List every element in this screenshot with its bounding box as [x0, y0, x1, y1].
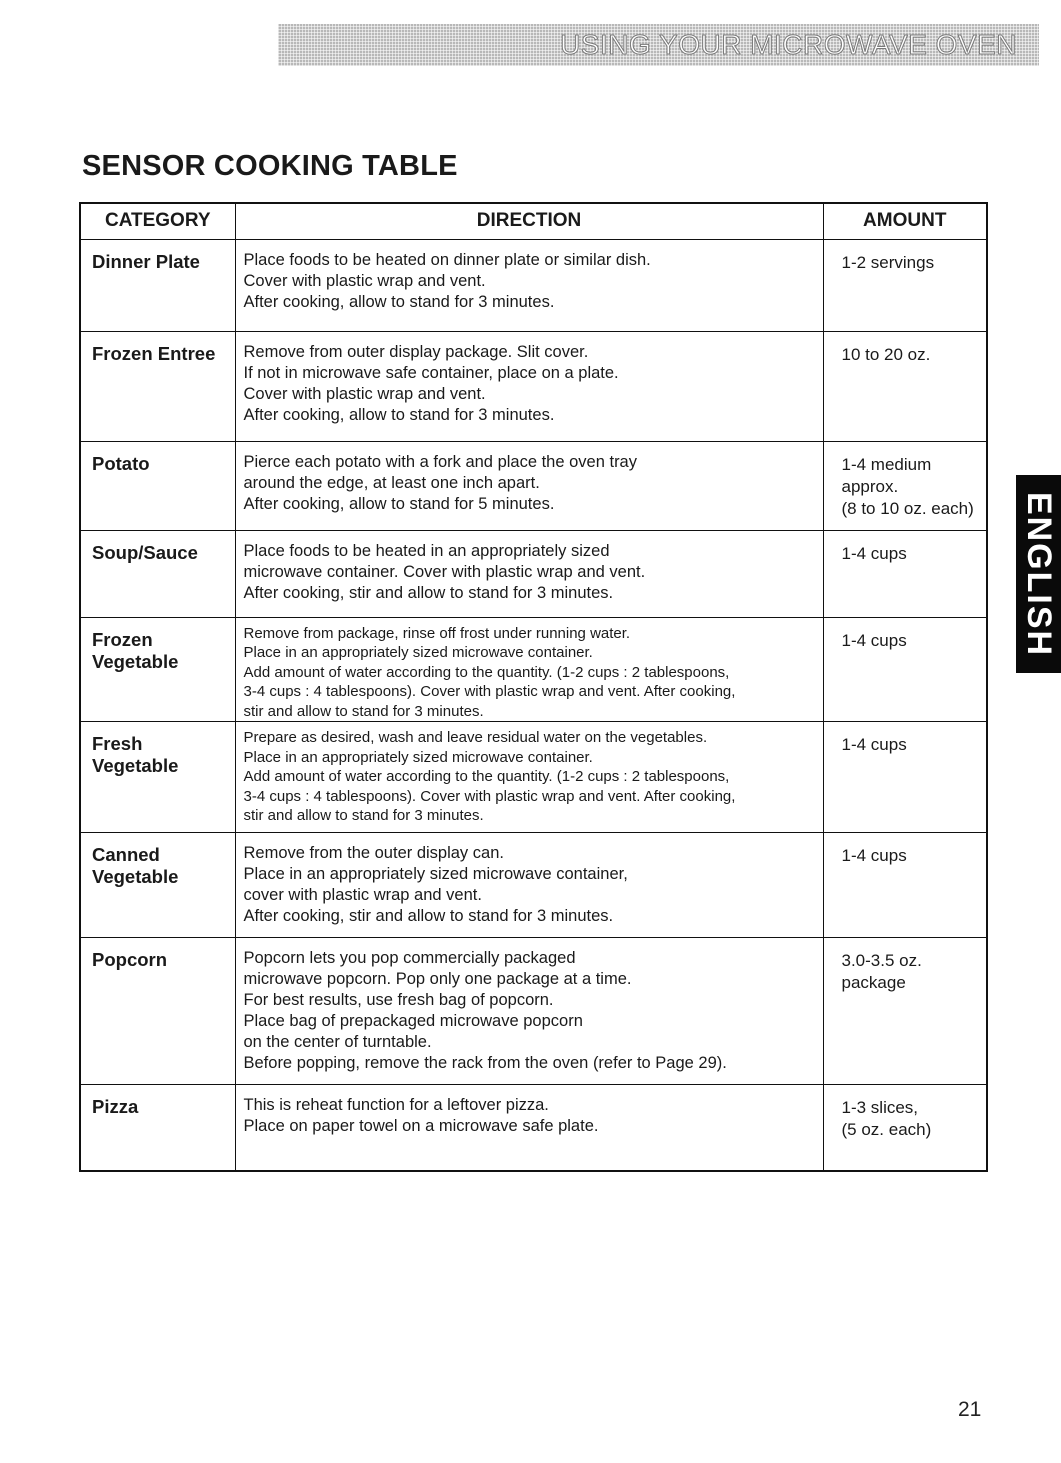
- amount-line: (8 to 10 oz. each): [841, 498, 974, 518]
- table-row: [80, 938, 987, 1085]
- direction-line: Add amount of water according to the quantity. (1-2 cups : 2 tablespoons,: [243, 768, 730, 785]
- direction-line: For best results, use fresh bag of popcorn.: [243, 991, 554, 1009]
- direction-cell: [235, 530, 823, 617]
- amount-line: 1-2 servings: [841, 252, 935, 272]
- direction-cell: [235, 722, 823, 833]
- category-cell: [80, 938, 235, 1085]
- category-line: Frozen Entree: [92, 342, 216, 364]
- direction-cell: [235, 617, 823, 722]
- category-line: Vegetable: [92, 650, 179, 672]
- amount-cell: [823, 833, 987, 938]
- amount-line: 1-4 medium: [841, 454, 932, 474]
- amount-line: 1-4 cups: [841, 846, 907, 865]
- amount-line: 10 to 20 oz.: [841, 344, 931, 364]
- category-line: Soup/Sauce: [92, 541, 198, 563]
- category-line: Canned: [92, 844, 160, 865]
- direction-line: Remove from outer display package. Slit cover.: [243, 342, 589, 361]
- direction-cell: [235, 441, 823, 530]
- amount-line: 3.0-3.5 oz.: [841, 951, 922, 970]
- category-cell: [80, 530, 235, 617]
- direction-line: Place on paper towel on a microwave safe plate.: [243, 1117, 599, 1135]
- direction-line: If not in microwave safe container, place on a plate.: [243, 363, 619, 382]
- amount-cell: [823, 722, 987, 833]
- category-cell: [80, 239, 235, 331]
- direction-line: After cooking, allow to stand for 5 minutes.: [243, 494, 555, 513]
- direction-cell: [235, 1085, 823, 1171]
- table-body: [80, 239, 987, 1171]
- category-line: Vegetable: [92, 866, 179, 887]
- column-header-amount: AMOUNT: [823, 203, 987, 239]
- category-line: Dinner Plate: [92, 250, 200, 272]
- sensor-cooking-table: [79, 202, 988, 1172]
- direction-cell: [235, 239, 823, 331]
- amount-line: 1-4 cups: [841, 543, 907, 563]
- category-cell: [80, 833, 235, 938]
- direction-line: Cover with plastic wrap and vent.: [243, 384, 486, 403]
- direction-line: Remove from package, rinse off frost under running water.: [243, 624, 631, 642]
- category-line: Popcorn: [92, 949, 168, 970]
- category-cell: [80, 441, 235, 530]
- direction-line: Place in an appropriately sized microwave container,: [243, 865, 628, 883]
- amount-line: 1-4 cups: [841, 630, 907, 650]
- direction-line: Remove from the outer display can.: [243, 844, 504, 862]
- amount-cell: [823, 441, 987, 530]
- direction-line: This is reheat function for a leftover pizza.: [243, 1096, 549, 1114]
- language-tab-label: ENGLISH: [1020, 491, 1058, 657]
- direction-line: microwave popcorn. Pop only one package at a time.: [243, 970, 632, 988]
- column-header-direction: DIRECTION: [235, 203, 823, 239]
- direction-line: After cooking, allow to stand for 3 minutes.: [243, 292, 555, 311]
- table-row: [80, 331, 987, 441]
- direction-line: Cover with plastic wrap and vent.: [243, 271, 486, 290]
- direction-line: After cooking, allow to stand for 3 minutes.: [243, 405, 555, 424]
- section-banner: [278, 24, 1039, 66]
- direction-line: Place foods to be heated in an appropriately sized: [243, 541, 610, 560]
- amount-line: (5 oz. each): [841, 1120, 932, 1139]
- section-banner-text: USING YOUR MICROWAVE OVEN: [560, 29, 1017, 60]
- table-row: [80, 530, 987, 617]
- amount-cell: [823, 617, 987, 722]
- direction-line: Prepare as desired, wash and leave residual water on the vegetables.: [243, 729, 708, 746]
- direction-cell: [235, 833, 823, 938]
- amount-cell: [823, 239, 987, 331]
- direction-line: After cooking, stir and allow to stand for 3 minutes.: [243, 907, 614, 925]
- direction-line: Pierce each potato with a fork and place the oven tray: [243, 452, 637, 471]
- language-tab: [1016, 475, 1061, 673]
- direction-line: Popcorn lets you pop commercially packaged: [243, 949, 576, 967]
- direction-line: Add amount of water according to the quantity. (1-2 cups : 2 tablespoons,: [243, 663, 730, 681]
- amount-cell: [823, 331, 987, 441]
- amount-line: package: [841, 973, 906, 992]
- direction-line: Place in an appropriately sized microwave container.: [243, 748, 593, 766]
- category-line: Vegetable: [92, 755, 179, 776]
- amount-cell: [823, 1085, 987, 1171]
- table-row: [80, 441, 987, 530]
- direction-line: Place in an appropriately sized microwave container.: [243, 644, 593, 661]
- page-number: 21: [958, 1398, 982, 1421]
- category-line: Pizza: [92, 1096, 139, 1117]
- page-title: SENSOR COOKING TABLE: [82, 150, 458, 182]
- table-row: [80, 239, 987, 331]
- direction-line: on the center of turntable.: [243, 1033, 432, 1051]
- direction-line: stir and allow to stand for 3 minutes.: [243, 702, 484, 720]
- direction-line: stir and allow to stand for 3 minutes.: [243, 807, 484, 824]
- category-cell: [80, 722, 235, 833]
- direction-line: around the edge, at least one inch apart.: [243, 473, 540, 492]
- amount-line: approx.: [841, 476, 899, 496]
- table-header-row: [80, 203, 987, 239]
- category-cell: [80, 617, 235, 722]
- amount-line: 1-3 slices,: [841, 1098, 919, 1117]
- direction-line: Place bag of prepackaged microwave popcorn: [243, 1012, 583, 1030]
- category-cell: [80, 331, 235, 441]
- direction-cell: [235, 938, 823, 1085]
- amount-cell: [823, 938, 987, 1085]
- direction-line: cover with plastic wrap and vent.: [243, 886, 482, 904]
- direction-line: 3-4 cups : 4 tablespoons). Cover with plastic wrap and vent. After cooking,: [243, 683, 736, 700]
- direction-line: 3-4 cups : 4 tablespoons). Cover with plastic wrap and vent. After cooking,: [243, 787, 736, 805]
- column-header-category: CATEGORY: [80, 203, 235, 239]
- direction-cell: [235, 331, 823, 441]
- direction-line: After cooking, stir and allow to stand for 3 minutes.: [243, 583, 614, 602]
- amount-cell: [823, 530, 987, 617]
- direction-line: microwave container. Cover with plastic wrap and vent.: [243, 562, 646, 581]
- direction-line: Place foods to be heated on dinner plate or similar dish.: [243, 250, 651, 269]
- direction-line: Before popping, remove the rack from the oven (refer to Page 29).: [243, 1054, 727, 1072]
- category-line: Potato: [92, 452, 150, 474]
- table-row: [80, 617, 987, 722]
- table-row: [80, 722, 987, 833]
- table-row: [80, 833, 987, 938]
- table-row: [80, 1085, 987, 1171]
- category-cell: [80, 1085, 235, 1171]
- category-line: Fresh: [92, 733, 143, 754]
- category-line: Frozen: [92, 628, 153, 650]
- amount-line: 1-4 cups: [841, 735, 907, 754]
